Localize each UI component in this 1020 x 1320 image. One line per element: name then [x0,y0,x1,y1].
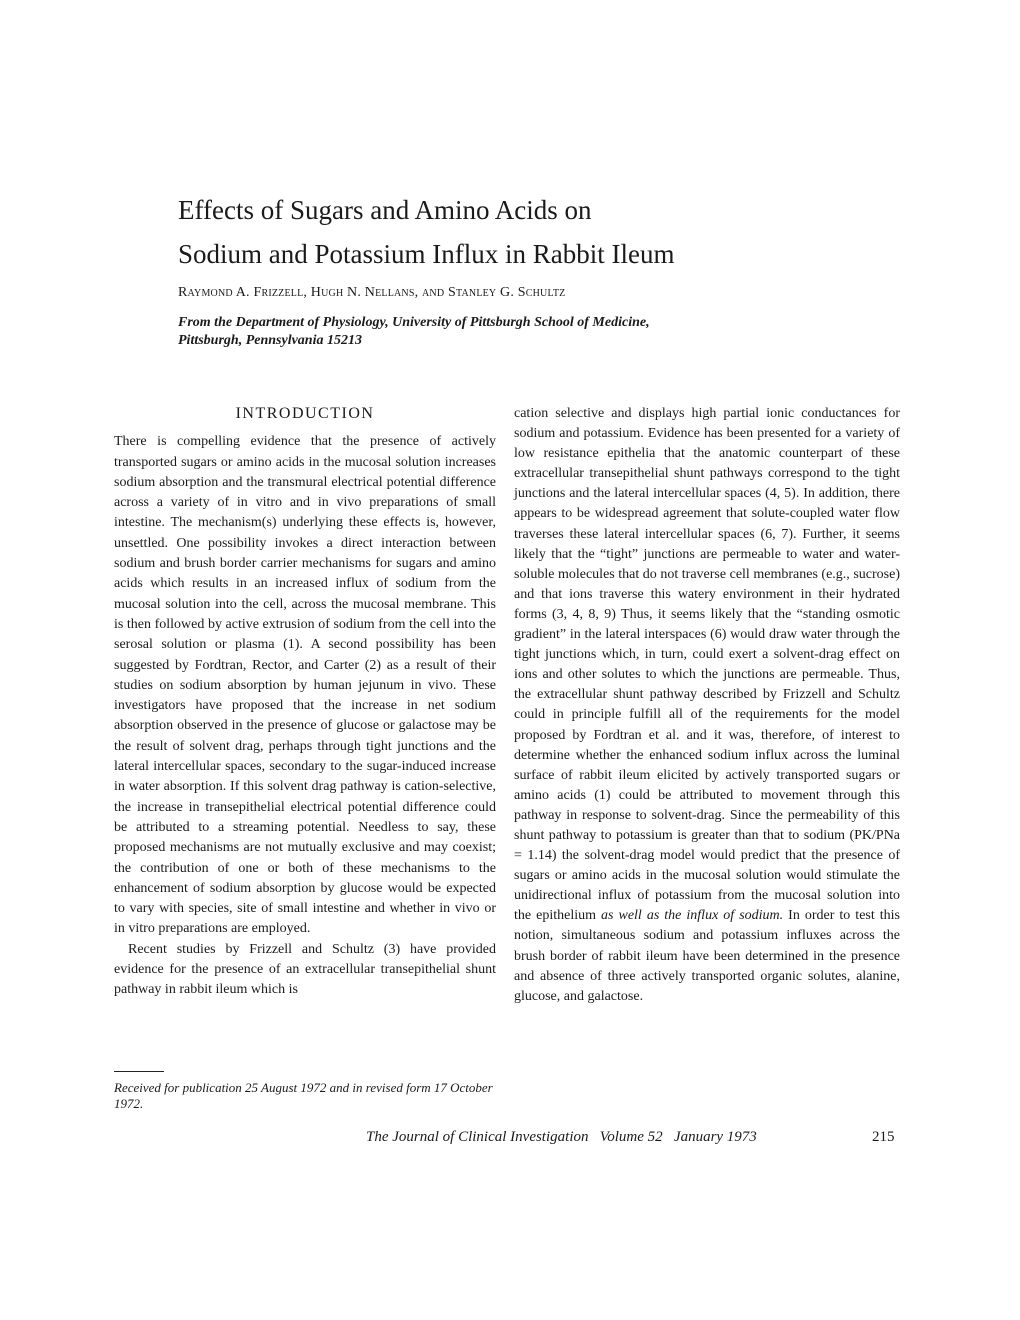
affiliation: From the Department of Physiology, University of Pittsburgh School of Medicine, Pittsburgh, Pennsylvania 15213 [178,315,650,348]
footnote-divider [114,1071,164,1072]
section-heading: INTRODUCTION [235,405,375,422]
continued-text-2: the solvent-drag model would predict that the presence of sugars or amino acids in the mucosal solution would stimulate the unidirectional influx of potassium from the mucosal solution into the epithelium [514,848,901,924]
received-footnote: Received for publication 25 August 1972 and in revised form 17 October 1972. [114,1080,493,1111]
emphasis-text: as well as the influx of sodium. [601,908,784,924]
article-title-line-1: Effects of Sugars and Amino Acids on [178,195,592,225]
journal-name: The Journal of Clinical Investigation [366,1129,589,1145]
intro-paragraph-1: There is compelling evidence that the presence of actively transported sugars or amino acids in the mucosal solution increases sodium absorption and the transmural electrical potential difference across a variety of in vitro and in vivo preparations of small intestine. The mechanism(s) underlying these effects is, however, unsettled. One possibility invokes a direct interaction between sodium and brush border carrier mechanisms for sugars and amino acids which results in an increased influx of sodium from the mucosal solution into the cell, across the mucosal membrane. This is then followed by active extrusion of sodium from the cell into the serosal solution or plasma (1). A second possibility has been suggested by Fordtran, Rector, and Carter (2) as a result of their studies on sodium absorption by human jejunum in vivo. These investigators have proposed that the increase in net sodium absorption observed in the presence of glucose or galactose may be the result of solvent drag, perhaps through tight junctions and the lateral intercellular spaces, secondary to the sugar-induced increase in water absorption. If this solvent drag pathway is cation-selective, the increase in transepithelial electrical potential difference could be attributed to a streaming potential. Needless to say, these proposed mechanisms are not mutually exclusive and may coexist; the contribution of one or both of these mechanisms to the enhancement of sodium absorption by glucose would be expected to vary with species, site of small intestine and whether in vivo or in vitro preparations are employed. [114,434,496,937]
intro-paragraph-continued [514,404,900,1007]
page-number: 215 [872,1129,895,1145]
page-footer [366,1129,906,1146]
journal-date: January 1973 [673,1129,757,1145]
right-column [514,404,900,1007]
article-title-line-2: Sodium and Potassium Influx in Rabbit Ileum [178,239,675,269]
closing-text: In order to test this notion, simultaneous sodium and potassium influxes across the brush border of rabbit ileum have been determined in the presence and absence of three actively transported organic solutes, alanine, glucose, and galactose. [514,908,900,1004]
continued-text: cation selective and displays high partial ionic conductances for sodium and potassium. Evidence has been presented for a variety of low resistance epithelia that the anatomic counterpart of these extracellular transepithelial shunt pathways correspond to the tight junctions and the lateral intercellular spaces (4, 5). In addition, there appears to be widespread agreement that solute-coupled water flow traverses these lateral intercellular spaces (6, 7). Further, it seems likely that the “tight” junctions are permeable to water and water-soluble molecules that do not traverse cell membranes (e.g., sucrose) and that ions traverse this watery environment in their hydrated forms (3, 4, 8, 9) Thus, it seems likely that the “standing osmotic gradient” in the lateral interspaces (6) would draw water through the tight junctions which, in turn, could exert a solvent-drag effect on ions and other solutes to which the junctions are permeable. Thus, the extracellular shunt pathway described by Frizzell and Schultz could in principle fulfill all of the requirements for the model proposed by Fordtran et al. and it was, therefore, of interest to determine whether the enhanced sodium influx across the luminal surface of rabbit ileum elicited by actively transported sugars or amino acids (1) could be attributed to movement through this pathway in response to solvent-drag. Since the permeability of this shunt pathway to potassium is greater than that to sodium [514,406,900,843]
journal-volume: Volume 52 [599,1129,663,1145]
article-title [178,188,878,276]
permeability-ratio: (PK/PNa = 1.14) [514,827,901,864]
intro-paragraph-2: Recent studies by Frizzell and Schultz (3) have provided evidence for the presence of an extracellular transepithelial shunt pathway in rabbit ileum which is [114,941,496,998]
author-list: Raymond A. Frizzell, Hugh N. Nellans, and Stanley G. Schultz [178,285,566,300]
left-column [114,398,496,1001]
